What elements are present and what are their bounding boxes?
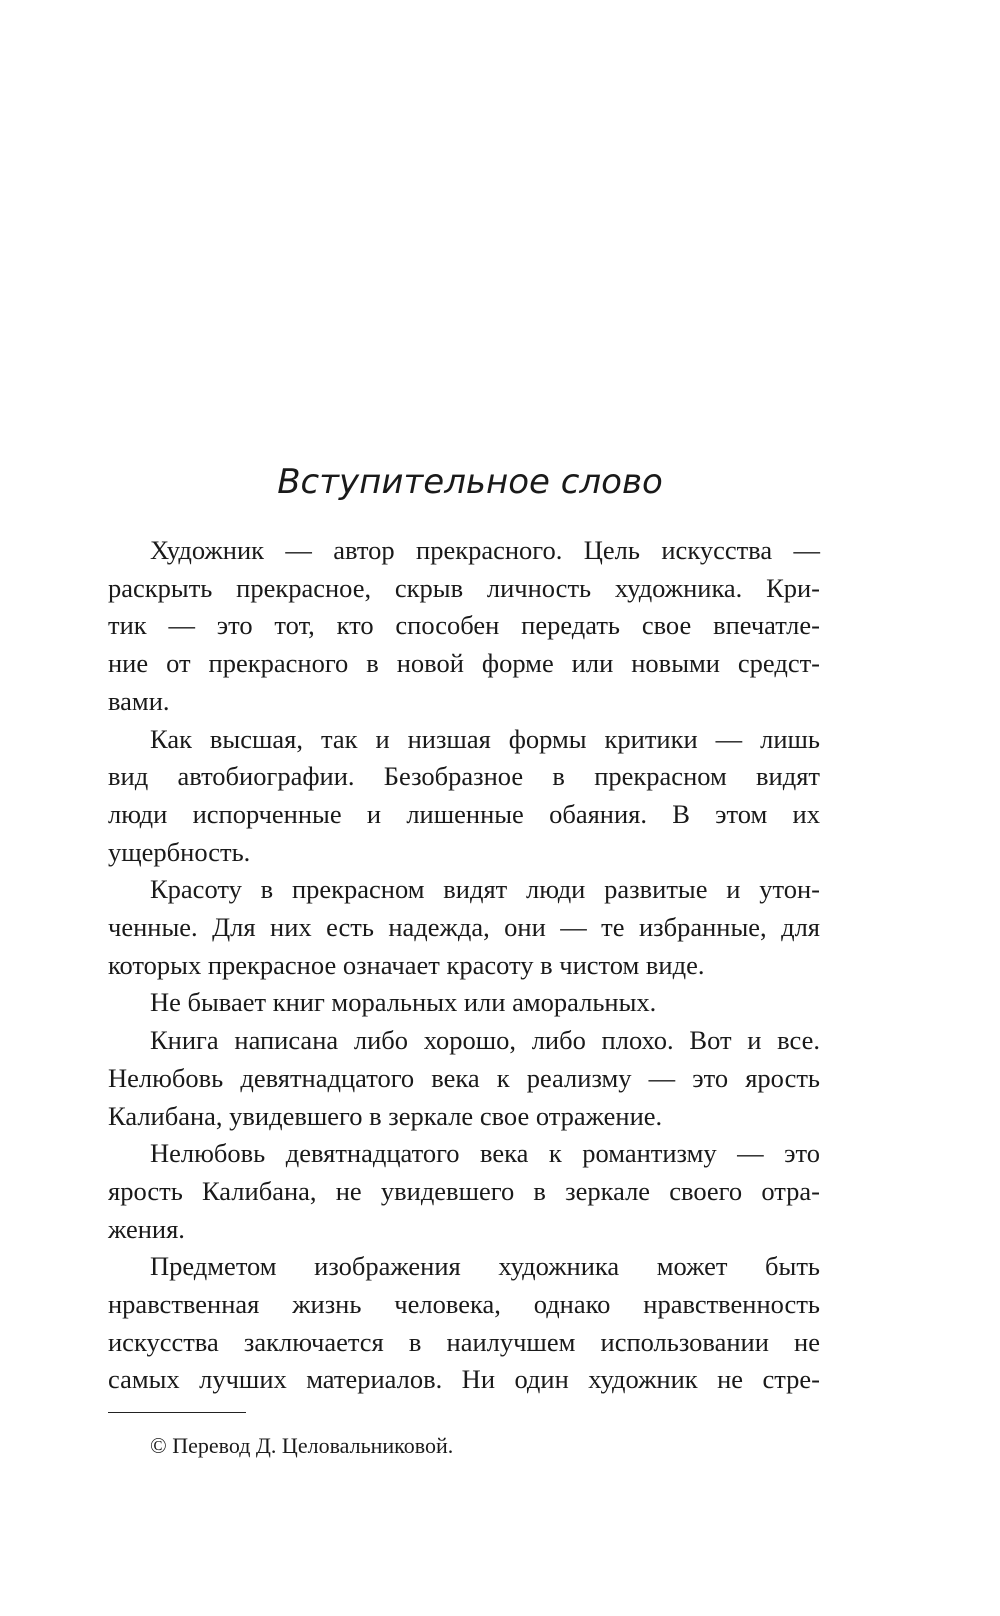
footnote: © Перевод Д. Целовальниковой. — [150, 1433, 454, 1458]
text-line: раскрыть прекрасное, скрыв личность художника. Кри- — [108, 572, 820, 603]
text-line: нравственная жизнь человека, однако нравственность — [108, 1289, 820, 1320]
text-line: Предметом изображения художника может быть — [150, 1251, 820, 1282]
text-line: ние от прекрасного в новой форме или новыми средст- — [108, 648, 820, 679]
text-line: Как высшая, так и низшая формы критики — лишь — [150, 723, 820, 754]
text-line: самых лучших материалов. Ни один художник не стре- — [108, 1364, 820, 1395]
body-text — [108, 532, 820, 1399]
text-line: вид автобиографии. Безобразное в прекрасном видят — [108, 761, 820, 792]
text-line: Книга написана либо хорошо, либо плохо. Вот и все. — [150, 1025, 820, 1056]
chapter-title: Вступительное слово — [277, 462, 663, 502]
text-line: Красоту в прекрасном видят люди развитые и утон- — [150, 874, 820, 905]
text-line: Калибана, увидевшего в зеркале свое отражение. — [108, 1100, 663, 1131]
text-line: Нелюбовь девятнадцатого века к реализму — это ярость — [108, 1062, 820, 1093]
text-line: Не бывает книг моральных или аморальных. — [150, 987, 657, 1018]
text-line: вами. — [108, 685, 170, 716]
text-line: люди испорченные и лишенные обаяния. В этом их — [108, 798, 820, 829]
text-line: тик — это тот, кто способен передать свое впечатле- — [108, 610, 820, 641]
footnote-divider — [108, 1412, 246, 1413]
text-line: Художник — автор прекрасного. Цель искусства — — [150, 535, 820, 565]
text-line: которых прекрасное означает красоту в чистом виде. — [108, 949, 705, 980]
text-line: ущербность. — [108, 836, 251, 867]
text-line: Нелюбовь девятнадцатого века к романтизму — это — [150, 1138, 820, 1169]
text-line: ченные. Для них есть надежда, они — те избранные, для — [108, 912, 820, 943]
text-line: жения. — [108, 1213, 185, 1244]
text-line: искусства заключается в наилучшем использовании не — [108, 1326, 820, 1357]
text-line: ярость Калибана, не увидевшего в зеркале своего отра- — [108, 1175, 820, 1206]
